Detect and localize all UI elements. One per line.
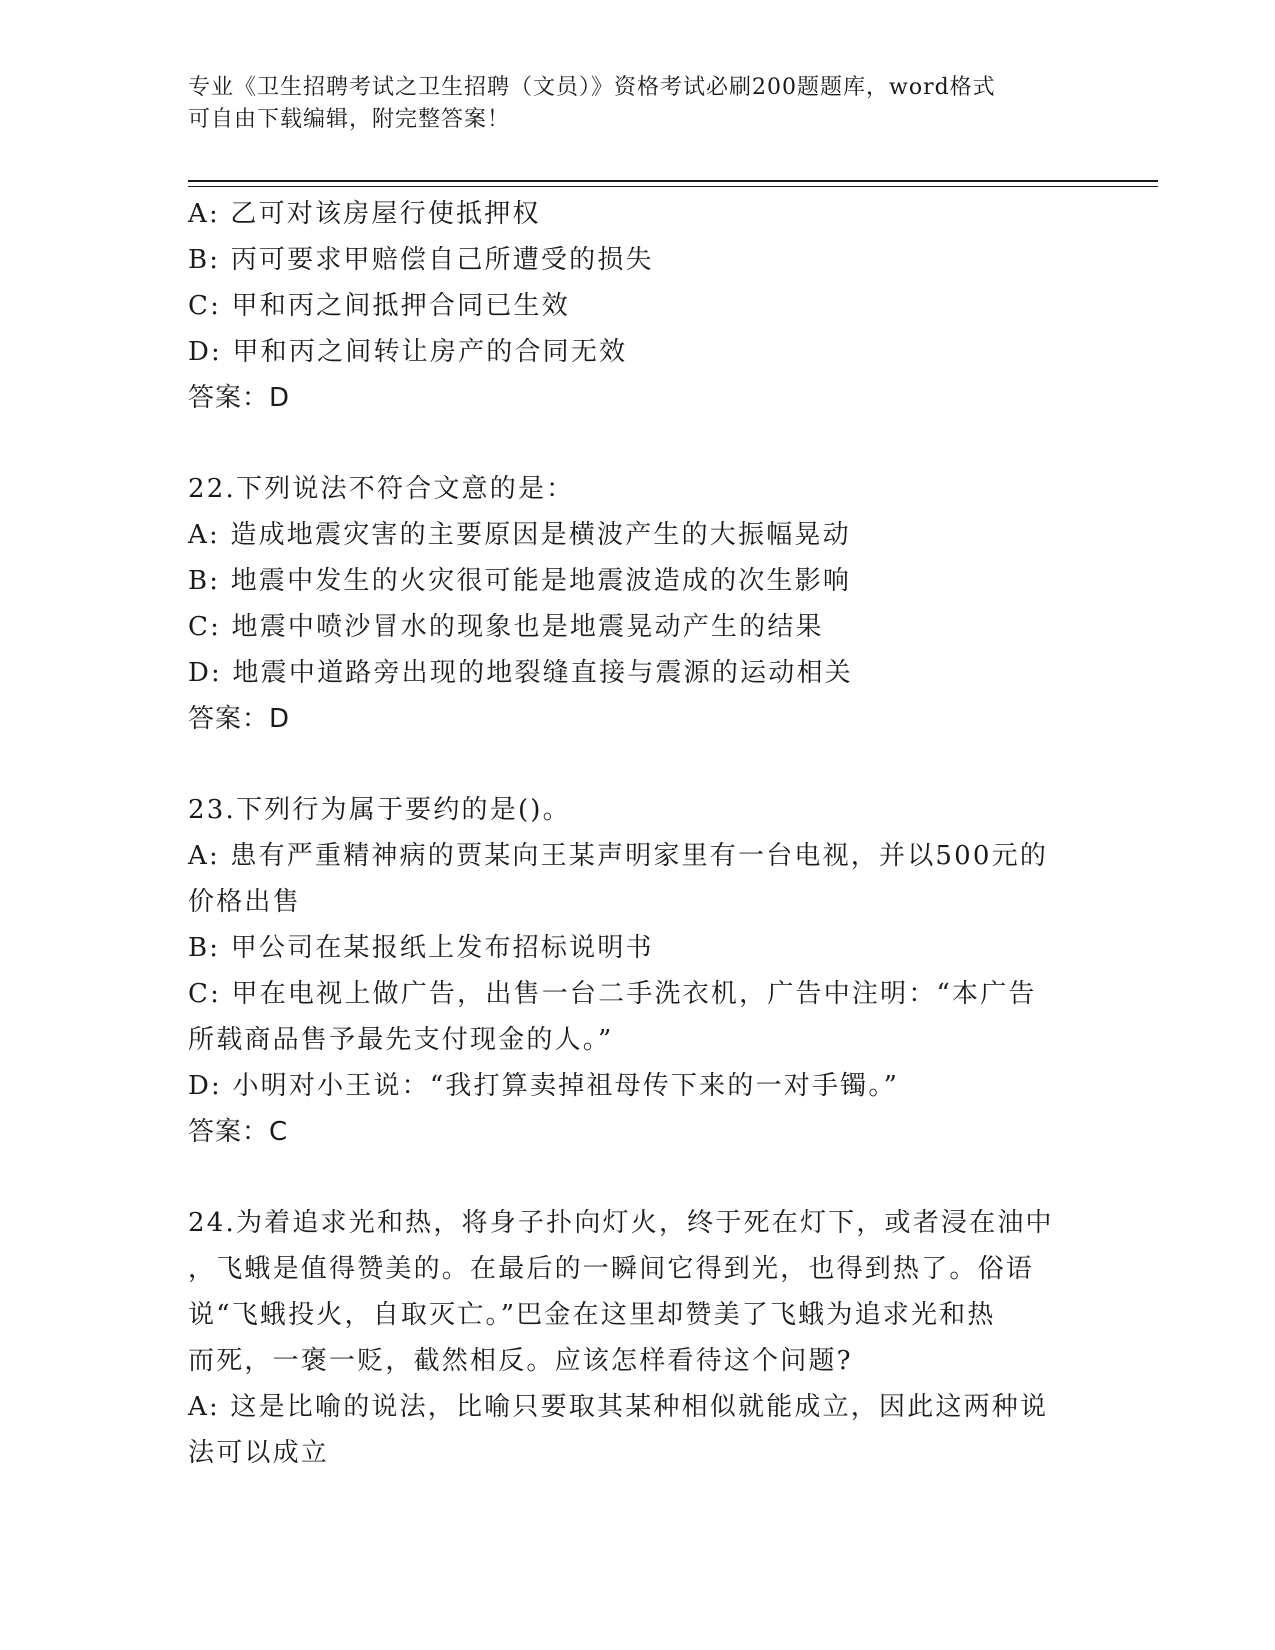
- header-line-1: 专业《卫生招聘考试之卫生招聘（文员）》资格考试必刷200题题库，word格式: [188, 75, 996, 100]
- question-24-option-a: A: 这是比喻的说法，比喻只要取其某种相似就能成立，因此这两种说: [188, 1392, 1049, 1422]
- question-23-option-a-continued: 价格出售: [188, 887, 301, 917]
- document-header: [188, 72, 1088, 136]
- question-21-option-a: A: 乙可对该房屋行使抵押权: [188, 199, 541, 229]
- header-divider-thick: [188, 180, 1158, 182]
- question-24-option-a-continued: 法可以成立: [188, 1438, 330, 1468]
- question-21: [188, 191, 1088, 421]
- question-22-option-b: B: 地震中发生的火灾很可能是地震波造成的次生影响: [188, 566, 852, 596]
- question-22-option-d: D: 地震中道路旁出现的地裂缝直接与震源的运动相关: [188, 658, 853, 688]
- question-22-answer: 答案：D: [188, 704, 291, 734]
- question-24-stem-line: ，飞蛾是值得赞美的。在最后的一瞬间它得到光，也得到热了。俗语: [188, 1254, 1035, 1284]
- question-23-option-c-continued: 所载商品售予最先支付现金的人。”: [188, 1025, 614, 1055]
- header-line-2: 可自由下载编辑，附完整答案！: [188, 107, 511, 132]
- question-24-stem-line: 24.为着追求光和热，将身子扑向灯火，终于死在灯下，或者浸在油中: [188, 1208, 1054, 1238]
- question-22: [188, 466, 1088, 742]
- question-23-answer: 答案：C: [188, 1117, 289, 1147]
- question-21-option-b: B: 丙可要求甲赔偿自己所遭受的损失: [188, 245, 654, 275]
- question-23: [188, 787, 1088, 1155]
- question-23-stem: 23.下列行为属于要约的是()。: [188, 795, 571, 825]
- question-24: [188, 1200, 1088, 1476]
- question-21-option-d: D: 甲和丙之间转让房产的合同无效: [188, 337, 628, 367]
- spacer: [188, 421, 1088, 466]
- question-23-option-b: B: 甲公司在某报纸上发布招标说明书: [188, 933, 654, 963]
- question-23-option-d: D: 小明对小王说：“我打算卖掉祖母传下来的一对手镯。”: [188, 1071, 900, 1101]
- header-divider-thin: [188, 186, 1158, 187]
- document-body: [188, 191, 1088, 1476]
- spacer: [188, 1155, 1088, 1200]
- spacer: [188, 742, 1088, 787]
- question-21-option-c: C: 甲和丙之间抵押合同已生效: [188, 291, 570, 321]
- question-21-answer: 答案：D: [188, 383, 291, 413]
- question-23-option-a: A: 患有严重精神病的贾某向王某声明家里有一台电视，并以500元的: [188, 841, 1049, 871]
- question-22-option-a: A: 造成地震灾害的主要原因是横波产生的大振幅晃动: [188, 520, 851, 550]
- question-22-option-c: C: 地震中喷沙冒水的现象也是地震晃动产生的结果: [188, 612, 824, 642]
- question-24-stem-line: 而死，一褒一贬，截然相反。应该怎样看待这个问题?: [188, 1346, 853, 1376]
- question-23-option-c: C: 甲在电视上做广告，出售一台二手洗衣机，广告中注明：“本广告: [188, 979, 1037, 1009]
- question-24-stem-line: 说“飞蛾投火，自取灭亡。”巴金在这里却赞美了飞蛾为追求光和热: [188, 1300, 996, 1330]
- question-22-stem: 22.下列说法不符合文意的是：: [188, 474, 575, 504]
